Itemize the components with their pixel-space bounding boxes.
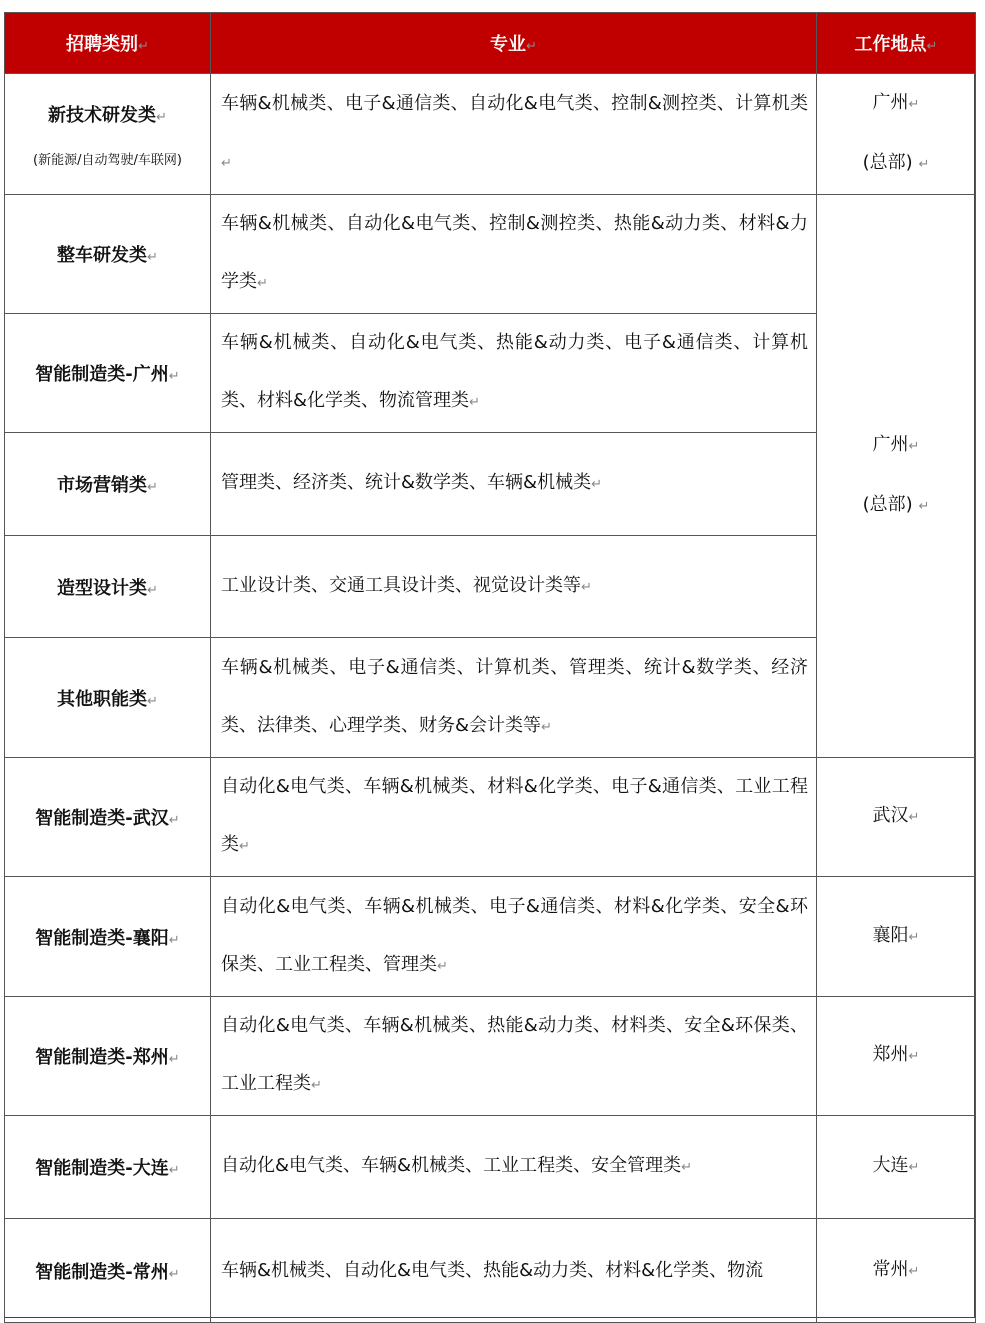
header-row <box>5 13 976 74</box>
category-cell: 造型设计类↵ <box>5 536 211 638</box>
category-cell: 智能制造类-武汉↵ <box>5 758 211 877</box>
location-cell: 郑州↵ <box>817 997 976 1116</box>
category-sub: (新能源/自动驾驶/车联网) <box>33 152 182 168</box>
table-row <box>5 1219 976 1323</box>
location-cell: 广州↵ (总部) ↵ <box>817 74 976 195</box>
category-cell: 智能制造类-常州↵ <box>5 1219 211 1323</box>
major-cell: 车辆&机械类、自动化&电气类、热能&动力类、电子&通信类、计算机类、材料&化学类、物流管理类↵ <box>211 314 817 433</box>
category-cell: 智能制造类-广州↵ <box>5 314 211 433</box>
header-location: 工作地点↵ <box>817 13 976 74</box>
table-row <box>5 758 976 877</box>
location-cell: 大连↵ <box>817 1116 976 1219</box>
header-major: 专业↵ <box>211 13 817 74</box>
category-cell: 整车研发类↵ <box>5 195 211 314</box>
category-cell: 新技术研发类↵ (新能源/自动驾驶/车联网) <box>5 74 211 195</box>
table-row <box>5 74 976 195</box>
table-row <box>5 1116 976 1219</box>
table-row <box>5 877 976 997</box>
major-cell: 自动化&电气类、车辆&机械类、热能&动力类、材料类、安全&环保类、工业工程类↵ <box>211 997 817 1116</box>
major-cell: 自动化&电气类、车辆&机械类、工业工程类、安全管理类↵ <box>211 1116 817 1219</box>
location-cell: 常州↵ <box>817 1219 976 1323</box>
major-cell: 车辆&机械类、电子&通信类、自动化&电气类、控制&测控类、计算机类↵ <box>211 74 817 195</box>
category-cell: 智能制造类-郑州↵ <box>5 997 211 1116</box>
category-cell: 智能制造类-襄阳↵ <box>5 877 211 997</box>
recruitment-table <box>4 12 976 1323</box>
major-cell: 车辆&机械类、电子&通信类、计算机类、管理类、统计&数学类、经济类、法律类、心理学类、财务&会计类等↵ <box>211 638 817 758</box>
major-cell: 车辆&机械类、自动化&电气类、热能&动力类、材料&化学类、物流 <box>211 1219 817 1323</box>
major-cell: 自动化&电气类、车辆&机械类、电子&通信类、材料&化学类、安全&环保类、工业工程类、管理类↵ <box>211 877 817 997</box>
category-cell: 其他职能类↵ <box>5 638 211 758</box>
location-cell-merged: 广州↵ (总部) ↵ <box>817 195 976 758</box>
major-cell: 工业设计类、交通工具设计类、视觉设计类等↵ <box>211 536 817 638</box>
category-cell: 智能制造类-大连↵ <box>5 1116 211 1219</box>
major-cell: 车辆&机械类、自动化&电气类、控制&测控类、热能&动力类、材料&力学类↵ <box>211 195 817 314</box>
major-cell: 自动化&电气类、车辆&机械类、材料&化学类、电子&通信类、工业工程类↵ <box>211 758 817 877</box>
major-cell: 管理类、经济类、统计&数学类、车辆&机械类↵ <box>211 433 817 536</box>
table-row <box>5 997 976 1116</box>
header-category: 招聘类别↵ <box>5 13 211 74</box>
location-cell: 襄阳↵ <box>817 877 976 997</box>
category-cell: 市场营销类↵ <box>5 433 211 536</box>
location-cell: 武汉↵ <box>817 758 976 877</box>
table-row <box>5 195 976 314</box>
